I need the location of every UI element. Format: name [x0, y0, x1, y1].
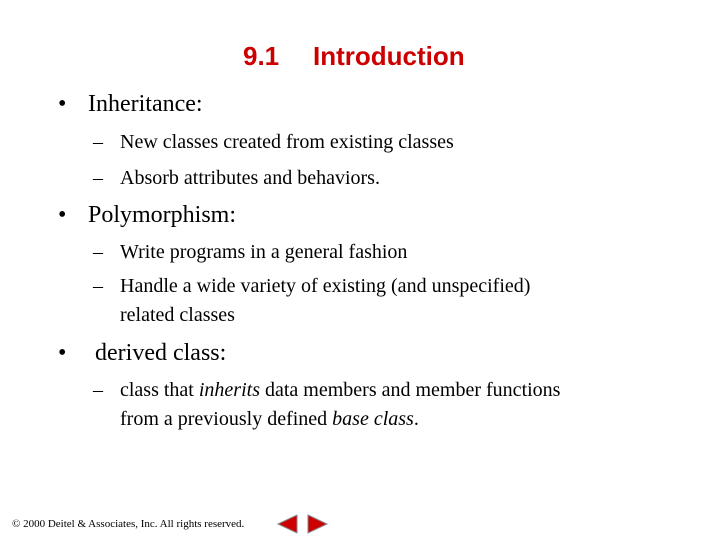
bullet-derived-class	[58, 340, 227, 367]
copyright-footer: © 2000 Deitel & Associates, Inc. All rights reserved.	[12, 518, 245, 530]
sub-item-continuation	[120, 405, 419, 434]
bullet-glyph: •	[58, 91, 67, 117]
bullet-inheritance	[58, 91, 203, 118]
sub-text: Handle a wide variety of existing (and unspecified)	[120, 275, 531, 297]
dash-glyph: –	[93, 131, 103, 153]
sub-text-part: .	[413, 408, 419, 430]
sub-text: related classes	[120, 304, 235, 326]
sub-text: Write programs in a general fashion	[120, 241, 408, 263]
bullet-label: derived class:	[95, 340, 227, 366]
sub-text-part: class that	[120, 379, 199, 401]
dash-glyph: –	[93, 275, 103, 297]
sub-text-part: from a previously defined	[120, 408, 333, 430]
section-title: Introduction	[313, 41, 465, 71]
triangle-right-icon	[306, 514, 330, 534]
dash-glyph: –	[93, 241, 103, 263]
bullet-glyph: •	[58, 340, 67, 366]
sub-item	[93, 376, 561, 405]
sub-text: New classes created from existing classes	[120, 131, 454, 153]
bullet-label: Polymorphism:	[88, 202, 237, 228]
sub-item	[93, 128, 454, 157]
triangle-left-icon	[275, 514, 299, 534]
previous-slide-button[interactable]	[275, 514, 299, 534]
sub-text-italic: base class	[332, 408, 414, 430]
dash-glyph: –	[93, 167, 103, 189]
sub-text-italic: inherits	[198, 379, 260, 401]
bullet-glyph: •	[58, 202, 67, 228]
section-number: 9.1	[243, 41, 280, 71]
next-slide-button[interactable]	[306, 514, 330, 534]
sub-item	[93, 272, 531, 301]
dash-glyph: –	[93, 379, 103, 401]
bullet-polymorphism	[58, 202, 237, 229]
bullet-label: Inheritance:	[88, 91, 203, 117]
sub-item-continuation	[120, 301, 235, 330]
sub-item	[93, 238, 408, 267]
sub-text: Absorb attributes and behaviors.	[120, 167, 380, 189]
sub-text-part: data members and member functions	[260, 379, 561, 401]
sub-item	[93, 164, 380, 193]
